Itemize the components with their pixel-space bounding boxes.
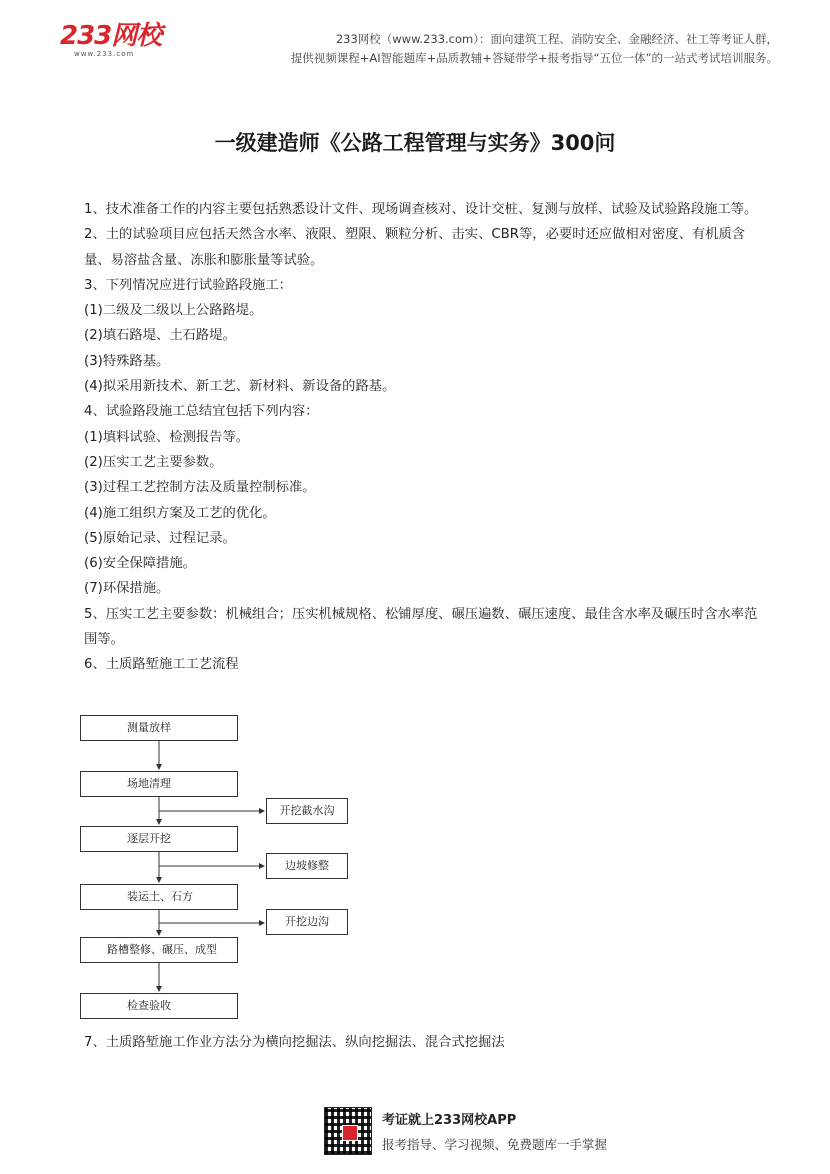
app-promo-footer [324, 1107, 644, 1163]
page-header [0, 0, 830, 95]
paragraph: (4)施工组织方案及工艺的优化。 [84, 505, 276, 521]
paragraph: (5)原始记录、过程记录。 [84, 530, 236, 546]
footer-subtitle: 报考指导、学习视频、免费题库一手掌握 [382, 1137, 608, 1152]
flow-side-interception-ditch: 开挖截水沟 [266, 798, 348, 824]
qr-code-icon [324, 1107, 372, 1155]
paragraph: 7、土质路堑施工作业方法分为横向挖掘法、纵向挖掘法、混合式挖掘法 [84, 1035, 505, 1050]
paragraph: (1)填料试验、检测报告等。 [84, 429, 250, 445]
flowchart [76, 711, 356, 1023]
paragraph: 5、压实工艺主要参数：机械组合；压实机械规格、松铺厚度、碾压遍数、碾压速度、最佳含水率及碾压时含水率范围等。 [84, 606, 758, 648]
logo-text: 233网校 [60, 21, 162, 51]
brand-logo [60, 22, 161, 58]
header-tagline [291, 30, 778, 68]
flow-step-subgrade: 路槽整修、碾压、成型 [80, 937, 238, 963]
document-body [84, 197, 764, 678]
flow-side-side-ditch: 开挖边沟 [266, 909, 348, 935]
paragraph: (3)特殊路基。 [84, 353, 170, 369]
paragraph: (7)环保措施。 [84, 581, 170, 597]
paragraph: 1、技术准备工作的内容主要包括熟悉设计文件、现场调查核对、设计交桩、复测与放样、试验及试验路段施工等。 [84, 202, 758, 217]
paragraph: (2)填石路堤、土石路堤。 [84, 328, 236, 344]
flow-side-slope-trimming: 边坡修整 [266, 853, 348, 879]
paragraph: 2、土的试验项目应包括天然含水率、液限、塑限、颗粒分析、击实、CBR等，必要时还应做相对密度、有机质含量、易溶盐含量、冻胀和膨胀量等试验。 [84, 227, 746, 268]
flow-step-excavation: 逐层开挖 [80, 826, 238, 852]
paragraph: 3、下列情况应进行试验路段施工： [84, 277, 292, 293]
qr-logo-icon [342, 1125, 358, 1141]
paragraph: (6)安全保障措施。 [84, 556, 196, 572]
paragraph: (2)压实工艺主要参数。 [84, 454, 223, 470]
paragraph: 6、土质路堑施工工艺流程 [84, 657, 239, 673]
paragraph: (3)过程工艺控制方法及质量控制标准。 [84, 480, 316, 496]
tagline-line-1: 233网校（www.233.com）：面向建筑工程、消防安全、金融经济、社工等考证人群， [335, 32, 778, 46]
flow-step-clearing: 场地清理 [80, 771, 238, 797]
flow-step-survey: 测量放样 [80, 715, 238, 741]
footer-title: 考证就上233网校APP [382, 1113, 517, 1128]
logo-url: www.233.com [74, 50, 135, 58]
flow-step-inspection: 检查验收 [80, 993, 238, 1019]
paragraph: (4)拟采用新技术、新工艺、新材料、新设备的路基。 [84, 379, 396, 395]
paragraph: (1)二级及二级以上公路路堤。 [84, 303, 263, 319]
document-title: 一级建造师《公路工程管理与实务》300问 [214, 131, 616, 155]
tagline-line-2: 提供视频课程+AI智能题库+品质教辅+答疑带学+报考指导“五位一体”的一站式考试培训服务。 [290, 51, 778, 65]
paragraph: 4、试验路段施工总结宜包括下列内容： [84, 404, 319, 420]
flow-step-haulage: 装运土、石方 [80, 884, 238, 910]
